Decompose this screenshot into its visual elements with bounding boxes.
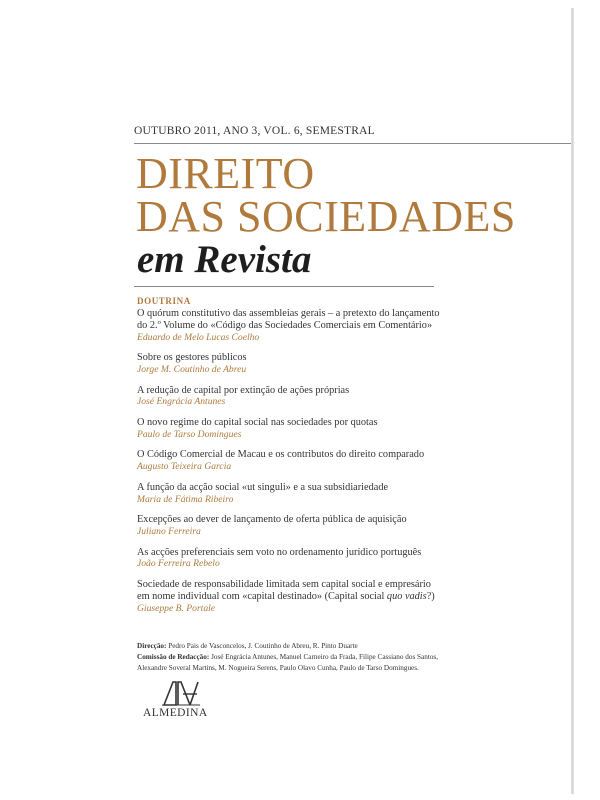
toc-entry <box>137 449 467 472</box>
toc-entry <box>137 417 467 440</box>
article-author: Paulo de Tarso Domingues <box>137 428 242 440</box>
title-line-1: DIREITO <box>136 149 315 198</box>
page-spine-edge <box>571 8 574 794</box>
issue-info: OUTUBRO 2011, ANO 3, VOL. 6, SEMESTRAL <box>134 125 375 137</box>
editorial-board-credit-cont: Alexandre Soveral Martins, M. Nogueira Serens, Paulo Olavo Cunha, Paulo de Tarso Domingues. <box>137 664 419 672</box>
article-author: Giuseppe B. Portale <box>137 602 216 614</box>
top-divider <box>134 143 571 144</box>
toc-entry <box>137 547 467 570</box>
direction-credit: Direcção: Pedro Pais de Vasconcelos, J. Coutinho de Abreu, R. Pinto Duarte <box>137 642 358 650</box>
article-title: A redução de capital por extinção de ações próprias <box>137 384 350 396</box>
article-author: Augusto Teixeira Garcia <box>137 461 232 473</box>
publisher-logo <box>143 680 233 720</box>
toc-entry <box>137 482 467 505</box>
article-title: O novo regime do capital social nas sociedades por quotas <box>137 416 378 428</box>
editorial-board-credit: Comissão de Redacção: José Engrácia Antunes, Manuel Carneiro da Frada, Filipe Cassiano dos Santos, <box>137 653 439 661</box>
toc-entry <box>137 385 467 408</box>
toc-entry <box>137 308 467 343</box>
section-label: DOUTRINA <box>137 296 191 306</box>
article-title: As acções preferenciais sem voto no ordenamento jurídico português <box>137 546 422 558</box>
table-of-contents <box>137 308 467 623</box>
article-title: O Código Comercial de Macau e os contributos do direito comparado <box>137 449 425 461</box>
article-author: Juliano Ferreira <box>137 525 201 537</box>
article-title: A função da acção social «ut singuli» e a sua subsidiariedade <box>137 481 389 493</box>
editorial-credits <box>137 641 467 674</box>
article-title: O quórum constitutivo das assembleias gerais – a pretexto do lançamento do 2.º Volume do «Código das Sociedades Comerciais em Comentário» <box>137 308 440 331</box>
article-title: Excepções ao dever de lançamento de oferta pública de aquisição <box>137 514 407 526</box>
middle-divider <box>134 286 434 287</box>
article-author: João Ferreira Rebelo <box>137 558 220 570</box>
almedina-logo-icon <box>161 680 201 706</box>
publisher-name: ALMEDINA <box>143 707 208 719</box>
article-title: Sociedade de responsabilidade limitada sem capital social e empresário em nome individual com «capital destinado» (Capital social quo vadis?) <box>137 578 435 602</box>
article-title: Sobre os gestores públicos <box>137 352 247 364</box>
subtitle: em Revista <box>137 238 312 281</box>
article-author: Maria de Fátima Ribeiro <box>137 493 234 505</box>
toc-entry <box>137 579 467 614</box>
toc-entry <box>137 514 467 537</box>
article-author: Eduardo de Melo Lucas Coelho <box>137 331 260 343</box>
toc-entry <box>137 352 467 375</box>
title-line-2: DAS SOCIEDADES <box>136 192 516 241</box>
article-author: Jorge M. Coutinho de Abreu <box>137 363 247 375</box>
article-author: José Engrácia Antunes <box>137 396 226 408</box>
